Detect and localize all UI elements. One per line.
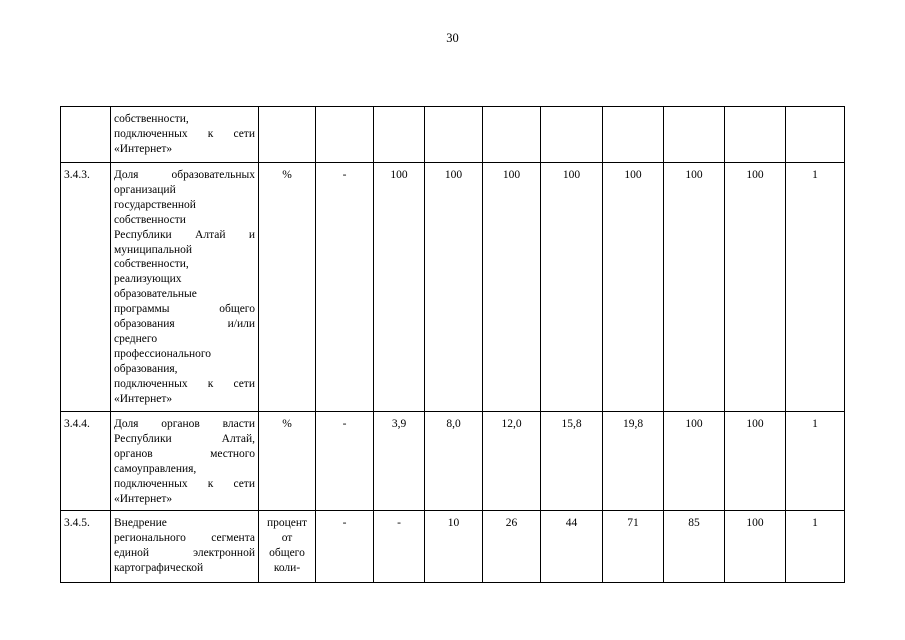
indicator-name-word: муниципальной xyxy=(114,243,193,256)
indicator-name-line xyxy=(114,257,255,272)
indicator-name-line xyxy=(114,362,255,377)
value-cell: 100 xyxy=(725,412,786,511)
value-cell: - xyxy=(374,511,425,583)
value-cell: - xyxy=(316,511,374,583)
indicator-name-word: сети xyxy=(233,127,255,140)
table-row xyxy=(61,412,845,511)
indicator-name-word: Внедрение xyxy=(114,517,167,529)
indicator-name-word: организаций xyxy=(114,183,176,196)
indicator-name-word: и/или xyxy=(227,318,255,331)
indicator-name-word: электронной xyxy=(193,546,255,559)
indicator-name-word: сети xyxy=(233,377,255,390)
indicator-name xyxy=(111,163,259,412)
indicator-name-line xyxy=(114,272,255,287)
indicator-name-word: органов xyxy=(114,447,153,460)
unit-line: от xyxy=(281,531,293,544)
indicator-name-word: к xyxy=(207,477,214,490)
indicator-name-word: к xyxy=(207,377,214,390)
value-cell xyxy=(603,107,664,163)
indicator-name-line xyxy=(114,287,255,302)
indicator-name-line xyxy=(114,492,255,507)
row-code xyxy=(61,107,111,163)
indicator-name-word: «Интернет» xyxy=(114,492,173,505)
indicator-name-line xyxy=(114,447,255,462)
indicator-name-word: и xyxy=(248,228,255,241)
indicator-name-line xyxy=(114,432,255,447)
indicator-name-word: образования xyxy=(114,318,175,331)
indicator-name-line xyxy=(114,531,255,546)
value-cell: 26 xyxy=(483,511,541,583)
value-cell: 1 xyxy=(786,412,845,511)
indicator-name-word: Республики xyxy=(114,228,172,241)
value-cell xyxy=(425,107,483,163)
indicator-name-line xyxy=(114,347,255,362)
value-cell: 100 xyxy=(483,163,541,412)
indicator-name-word: сегмента xyxy=(211,531,255,544)
value-cell: 71 xyxy=(603,511,664,583)
indicator-name-line xyxy=(114,477,255,492)
row-code: 3.4.4. xyxy=(61,412,111,511)
indicator-name-line xyxy=(114,213,255,228)
indicator-name-line xyxy=(114,317,255,332)
value-cell xyxy=(725,107,786,163)
value-cell: - xyxy=(316,163,374,412)
indicator-name-word: местного xyxy=(210,447,255,460)
indicator-name-line xyxy=(114,112,255,127)
value-cell: 100 xyxy=(425,163,483,412)
indicator-name-word: подключенных xyxy=(114,127,188,140)
value-cell xyxy=(786,107,845,163)
indicator-name-word: собственности, xyxy=(114,113,189,125)
indicator-name-word: Доля xyxy=(114,169,139,181)
unit-of-measure xyxy=(259,107,316,163)
unit-of-measure xyxy=(259,511,316,583)
value-cell: 100 xyxy=(664,412,725,511)
indicator-name-word: среднего xyxy=(114,332,158,345)
unit-line: коли- xyxy=(273,561,301,574)
indicator-name-line xyxy=(114,332,255,347)
unit-of-measure xyxy=(259,163,316,412)
indicator-name-word: органов xyxy=(161,418,200,430)
indicator-name-word: «Интернет» xyxy=(114,392,173,405)
indicator-name-word: единой xyxy=(114,546,150,559)
indicator-name-line xyxy=(114,561,255,576)
indicator-name-word: собственности xyxy=(114,213,186,226)
indicator-name-word: реализующих xyxy=(114,273,182,286)
indicator-name-word: подключенных xyxy=(114,377,188,390)
unit-line: общего xyxy=(269,546,305,559)
indicator-name-word: общего xyxy=(219,303,255,316)
indicator-name-line xyxy=(114,377,255,392)
value-cell: 100 xyxy=(725,511,786,583)
indicator-name-word: Алтай xyxy=(195,228,226,241)
indicator-name-line xyxy=(114,243,255,258)
table-row xyxy=(61,163,845,412)
indicator-name-line xyxy=(114,302,255,317)
value-cell: 100 xyxy=(603,163,664,412)
indicator-name-word: собственности, xyxy=(114,258,189,271)
indicator-name-line xyxy=(114,183,255,198)
unit-of-measure xyxy=(259,412,316,511)
indicator-name-line xyxy=(114,417,255,432)
page-number: 30 xyxy=(446,31,459,45)
value-cell xyxy=(664,107,725,163)
indicator-name-line xyxy=(114,127,255,142)
value-cell: 3,9 xyxy=(374,412,425,511)
unit-line: % xyxy=(282,169,292,181)
indicator-name-word: государственной xyxy=(114,198,196,211)
indicator-name-line xyxy=(114,516,255,531)
value-cell xyxy=(541,107,603,163)
row-code: 3.4.3. xyxy=(61,163,111,412)
value-cell: 85 xyxy=(664,511,725,583)
indicator-name-word: программы xyxy=(114,303,170,316)
value-cell: 12,0 xyxy=(483,412,541,511)
indicator-name-word: «Интернет» xyxy=(114,142,173,155)
value-cell xyxy=(483,107,541,163)
indicator-name-word: профессионального xyxy=(114,347,212,360)
unit-line: % xyxy=(282,418,292,430)
value-cell: 100 xyxy=(664,163,725,412)
indicator-name-line xyxy=(114,392,255,407)
value-cell: 1 xyxy=(786,163,845,412)
value-cell: 100 xyxy=(725,163,786,412)
value-cell: 44 xyxy=(541,511,603,583)
indicator-name-word: образовательных xyxy=(171,169,255,181)
indicator-name-word: образования, xyxy=(114,362,178,375)
value-cell: - xyxy=(316,412,374,511)
value-cell xyxy=(316,107,374,163)
indicator-name xyxy=(111,511,259,583)
value-cell: 100 xyxy=(541,163,603,412)
indicator-name-word: сети xyxy=(233,477,255,490)
indicator-name-line xyxy=(114,168,255,183)
table-row xyxy=(61,511,845,583)
table-row xyxy=(61,107,845,163)
indicator-name-word: регионального xyxy=(114,531,186,544)
indicator-name-word: Доля xyxy=(114,418,139,430)
indicator-name xyxy=(111,412,259,511)
indicator-name-word: власти xyxy=(222,418,255,430)
indicator-name-word: к xyxy=(207,127,214,140)
indicator-name xyxy=(111,107,259,163)
indicator-name-line xyxy=(114,462,255,477)
value-cell: 15,8 xyxy=(541,412,603,511)
value-cell: 19,8 xyxy=(603,412,664,511)
indicator-name-line xyxy=(114,142,255,157)
indicator-name-line xyxy=(114,546,255,561)
indicator-name-word: подключенных xyxy=(114,477,188,490)
indicator-name-line xyxy=(114,228,255,243)
indicator-name-word: образовательные xyxy=(114,288,197,301)
indicator-name-word: картографической xyxy=(114,561,204,574)
value-cell: 1 xyxy=(786,511,845,583)
value-cell: 10 xyxy=(425,511,483,583)
indicators-table xyxy=(60,106,845,583)
indicator-name-word: Алтай, xyxy=(221,432,255,445)
row-code: 3.4.5. xyxy=(61,511,111,583)
value-cell xyxy=(374,107,425,163)
indicator-name-word: самоуправления, xyxy=(114,462,197,475)
indicator-name-line xyxy=(114,198,255,213)
value-cell: 100 xyxy=(374,163,425,412)
indicator-name-word: Республики xyxy=(114,432,172,445)
value-cell: 8,0 xyxy=(425,412,483,511)
unit-line: процент xyxy=(266,517,308,529)
